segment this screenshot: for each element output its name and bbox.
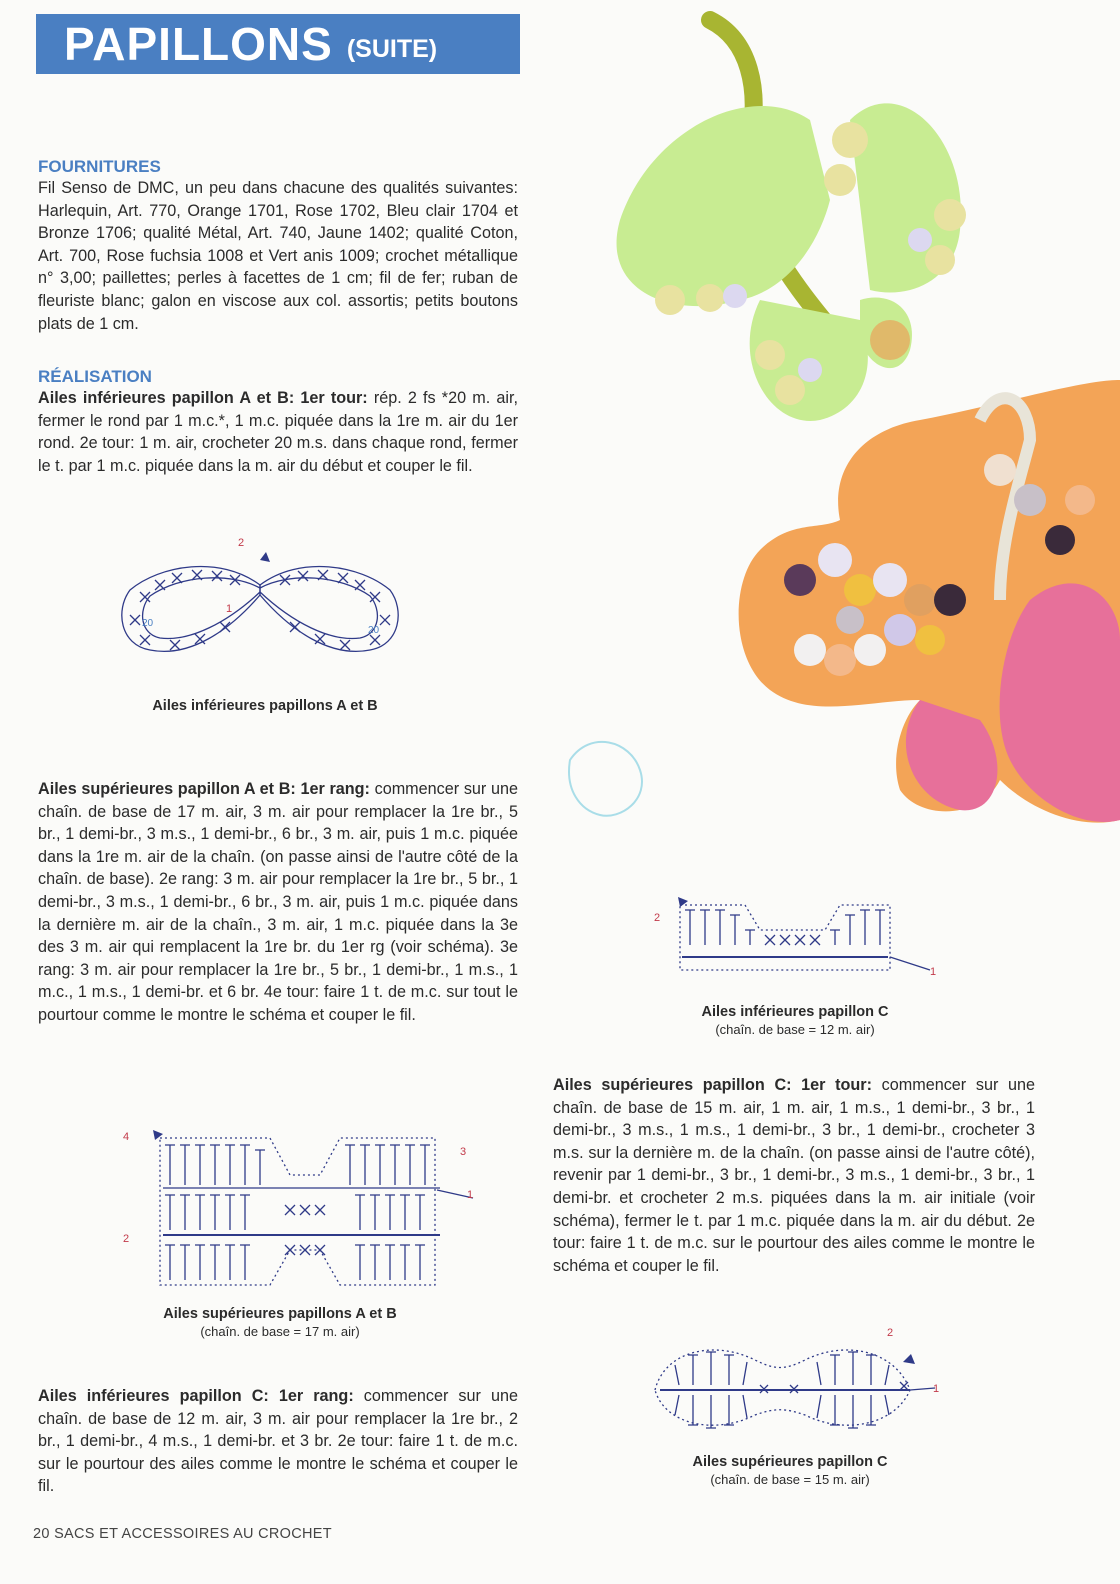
publication-title: SACS ET ACCESSOIRES AU CROCHET <box>54 1526 332 1542</box>
caption-upper-ab-note: (chaîn. de base = 17 m. air) <box>200 1324 360 1339</box>
caption-upper-c-note: (chaîn. de base = 15 m. air) <box>710 1472 870 1487</box>
page-subtitle: (SUITE) <box>346 34 438 63</box>
lower-ab-lead: Ailes inférieures papillon A et B: 1er tour: <box>38 389 368 407</box>
caption-upper-wings-ab <box>110 1306 450 1339</box>
upper-c-lead: Ailes supérieures papillon C: 1er tour: <box>553 1076 872 1094</box>
upper-ab-lead: Ailes supérieures papillon A et B: 1er rang: <box>38 780 370 798</box>
upper-c-paragraph <box>553 1074 1035 1277</box>
diagram-lower-wings-c <box>650 885 950 985</box>
page-number: 20 <box>33 1526 50 1542</box>
caption-lower-c-title: Ailes inférieures papillon C <box>701 1004 889 1020</box>
page-footer <box>33 1526 332 1542</box>
lower-ab-paragraph <box>38 387 518 477</box>
lower-ab-text: rép. 2 fs *20 m. air, fermer le rond par 1 m.c.*, 1 m.c. piquée dans la 1re m. air du 1er rond. 2e tour: 1 m. air, crocheter 20 m.s. dans chaque rond, fermer le t. par 1 m.c. piquée dans la m. air du début et couper le fil. <box>38 389 518 475</box>
upper-ab-text: commencer sur une chaîn. de base de 17 m. air, 3 m. air pour remplacer la 1re br., 5 br., 1 demi-br., 3 m.s., 1 demi-br., 6 br., 3 m. air, puis 1 m.c. piquée dans la 1re m. air de la chaîn. (on passe ainsi de l'autre côté de la chaîn. de base). 2e rang: 3 m. air pour remplacer la 1re br., 5 br., 1 demi-br., 3 m.s., 1 demi-br., 6 br., 3 m. air, puis 1 m.c. piquée dans la dernière m. air de la chaîn., 3 m. air, 1 m.c. piquée dans la 3e des 3 m. air qui remplacent la 1re br. du 1er rg (voir schéma). 3e rang: 3 m. air pour remplacer la 1re br., 5 br., 1 demi-br., 1 m.s., 1 m.c., 1 m.s., 1 demi-br. et 6 br. 4e tour: faire 1 t. de m.c. sur tout le pourtour comme le montre le schéma et couper le fil. <box>38 780 518 1024</box>
page-title-bar <box>36 14 520 74</box>
diagram-upper-ab-label-2: 2 <box>123 1233 130 1245</box>
upper-ab-paragraph <box>38 778 518 1027</box>
caption-upper-ab-title: Ailes supérieures papillons A et B <box>163 1306 397 1322</box>
diagram-upper-c-label-1: 1 <box>933 1383 940 1395</box>
lower-c-lead: Ailes inférieures papillon C: 1er rang: <box>38 1387 354 1405</box>
butterflies-photo <box>560 0 1120 860</box>
diagram-lower-wings-ab <box>110 530 420 690</box>
diagram-lower-c-label-2: 2 <box>654 912 661 924</box>
diagram-lower-c-label-1: 1 <box>930 966 937 978</box>
diagram-upper-ab-label-1: 1 <box>467 1189 474 1201</box>
diagram-upper-wings-c <box>635 1320 955 1440</box>
lower-c-paragraph <box>38 1385 518 1498</box>
diagram-lower-ab-count-left: 20 <box>142 618 154 629</box>
caption-lower-wings-c <box>650 1004 940 1037</box>
caption-lower-wings-ab: Ailes inférieures papillons A et B <box>152 698 378 714</box>
caption-lower-c-note: (chaîn. de base = 12 m. air) <box>715 1022 875 1037</box>
caption-upper-wings-c <box>640 1454 940 1487</box>
lower-c-text: commencer sur une chaîn. de base de 12 m. air, 3 m. air pour remplacer la 1re br., 2 br., 1 demi-br., 4 m.s., 1 demi-br. et 3 br. 2e tour: faire 1 t. de m.c. sur le pourtour des ailes comme le montre le schéma et couper le fil. <box>38 1387 518 1496</box>
fournitures-heading: FOURNITURES <box>38 157 161 176</box>
diagram-lower-ab-label-2: 2 <box>238 537 245 549</box>
diagram-upper-ab-label-4: 4 <box>123 1131 130 1143</box>
page-title: PAPILLONS <box>64 18 333 70</box>
fournitures-text: Fil Senso de DMC, un peu dans chacune des qualités suivantes: Harlequin, Art. 770, Orange 1701, Rose 1702, Bleu clair 1704 et Bronze 1706; qualité Métal, Art. 740, Jaune 1402; qualité Coton, Art. 700, Rose fuchsia 1008 et Vert anis 1009; crochet métallique n° 3,00; paillettes; perles à facettes de 1 cm; fil de fer; ruban de fleuriste blanc; galon en viscose aux col. assortis; petits boutons plats de 1 cm. <box>38 179 518 333</box>
diagram-upper-c-label-2: 2 <box>887 1327 894 1339</box>
diagram-lower-ab-count-right: 20 <box>368 625 380 636</box>
realisation-heading: RÉALISATION <box>38 367 152 386</box>
upper-c-text: commencer sur une chaîn. de base de 15 m. air, 1 m. air, 1 m.s., 1 demi-br., 3 br., 1 demi-br., 3 m.s., 1 m.s., 1 demi-br., 3 br., 1 demi-br., crocheter 3 m.s. sur la dernière m. de la chaîn. (on passe ainsi de l'autre côté), revenir par 1 demi-br., 3 br., 1 demi-br., 3 m.s., 1 demi-br., 3 br., 1 demi-br. et crocheter 2 m.s. piquées dans la m. air initiale (voir schéma), fermer le t. par 1 m.c. piquée dans la m. air du début. 2e tour: faire 1 t. de m.c. sur le pourtour des ailes comme le montre le schéma et couper le fil. <box>553 1076 1035 1275</box>
diagram-upper-ab-label-3: 3 <box>460 1146 467 1158</box>
diagram-upper-wings-ab <box>115 1120 485 1300</box>
diagram-lower-ab-label-1: 1 <box>226 603 233 615</box>
caption-upper-c-title: Ailes supérieures papillon C <box>692 1454 888 1470</box>
